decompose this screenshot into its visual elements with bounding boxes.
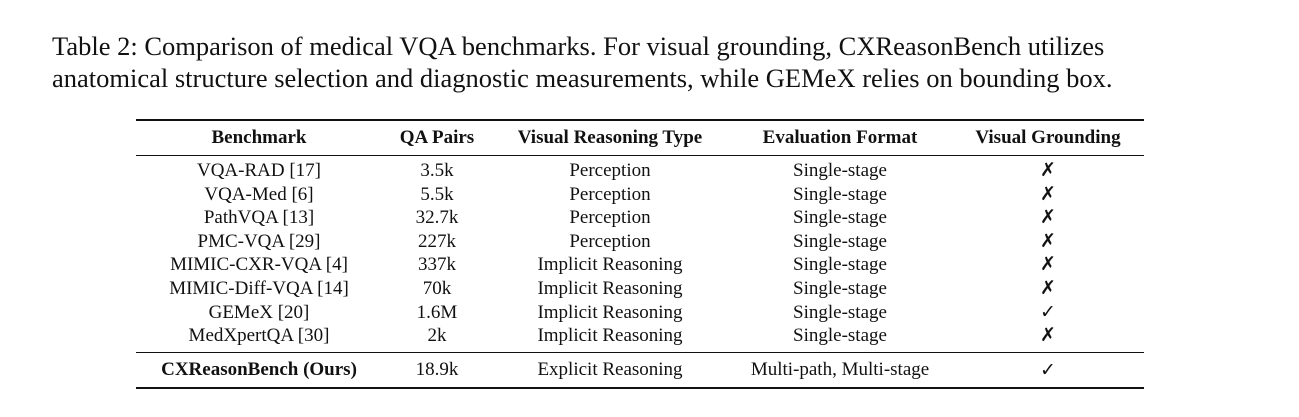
cell-benchmark: VQA-Med [6] <box>204 183 314 205</box>
cell-benchmark: VQA-RAD [17] <box>196 160 321 181</box>
cell-reasoning-type: Perception <box>569 183 651 205</box>
cell-evaluation-format: Single-stage <box>793 254 887 276</box>
cell-reasoning-type: Implicit Reasoning <box>537 325 683 347</box>
cell-evaluation-format: Single-stage <box>793 325 887 347</box>
cell-qa-pairs: 32.7k <box>415 207 459 229</box>
cell-evaluation-format: Single-stage <box>793 230 887 252</box>
cell-evaluation-format: Single-stage <box>793 301 887 323</box>
cross-mark-icon: ✗ <box>1040 324 1056 347</box>
table-row <box>136 206 1144 230</box>
cell-reasoning-type: Perception <box>569 207 651 229</box>
table-row <box>136 253 1144 277</box>
cell-evaluation-format: Single-stage <box>793 183 887 205</box>
cell-benchmark: PMC-VQA [29] <box>197 230 321 252</box>
cell-reasoning-type: Perception <box>569 230 651 252</box>
cell-benchmark: PathVQA [13] <box>203 207 315 229</box>
cell-qa-pairs-ours: 18.9k <box>415 358 459 380</box>
cross-mark-icon: ✗ <box>1040 206 1056 229</box>
cell-qa-pairs: 2k <box>427 325 447 347</box>
header-visual-grounding: Visual Grounding <box>975 127 1121 148</box>
cross-mark-icon: ✗ <box>1040 253 1056 276</box>
caption-line-1: Table 2: Comparison of medical VQA benchmarks. For visual grounding, CXReasonBench utilizes <box>52 31 1105 61</box>
table-caption <box>52 30 1262 94</box>
cell-reasoning-type: Implicit Reasoning <box>537 254 683 276</box>
cell-reasoning-type-ours: Explicit Reasoning <box>537 358 683 380</box>
cell-benchmark-ours: CXReasonBench (Ours) <box>161 358 357 380</box>
check-mark-icon: ✓ <box>1040 358 1056 381</box>
table-row <box>136 324 1144 352</box>
cell-benchmark: MIMIC-CXR-VQA [4] <box>170 254 348 276</box>
cell-evaluation-format: Single-stage <box>793 207 887 229</box>
cross-mark-icon: ✗ <box>1040 276 1056 299</box>
header-visual-reasoning-type: Visual Reasoning Type <box>517 127 703 148</box>
table-row-ours <box>136 352 1144 388</box>
table-row <box>136 230 1144 254</box>
cell-evaluation-format: Single-stage <box>793 277 887 299</box>
table-row <box>136 183 1144 207</box>
table-row <box>136 301 1144 325</box>
cross-mark-icon: ✗ <box>1040 182 1056 205</box>
cell-qa-pairs: 70k <box>422 277 452 299</box>
table-row <box>136 277 1144 301</box>
cell-reasoning-type: Implicit Reasoning <box>537 277 683 299</box>
benchmark-comparison-table <box>136 119 1144 389</box>
header-qa-pairs: QA Pairs <box>399 127 475 148</box>
table-row <box>136 156 1144 183</box>
table-header-row <box>136 120 1144 156</box>
cell-benchmark: GEMeX [20] <box>208 301 310 323</box>
cell-benchmark: MedXpertQA [30] <box>188 325 330 347</box>
caption-line-2: anatomical structure selection and diagnostic measurements, while GEMeX relies on bounding box. <box>52 63 1113 93</box>
cell-benchmark: MIMIC-Diff-VQA [14] <box>169 277 349 299</box>
cell-qa-pairs: 5.5k <box>420 183 454 205</box>
cell-qa-pairs: 227k <box>418 230 456 252</box>
header-benchmark: Benchmark <box>211 127 307 148</box>
cross-mark-icon: ✗ <box>1040 159 1056 181</box>
check-mark-icon: ✓ <box>1040 300 1056 323</box>
cell-qa-pairs: 3.5k <box>420 160 454 181</box>
cell-reasoning-type: Perception <box>569 160 651 181</box>
cell-reasoning-type: Implicit Reasoning <box>537 301 683 323</box>
cell-qa-pairs: 337k <box>418 254 456 276</box>
cell-qa-pairs: 1.6M <box>416 301 458 323</box>
cross-mark-icon: ✗ <box>1040 229 1056 252</box>
header-evaluation-format: Evaluation Format <box>762 127 918 148</box>
cell-evaluation-format-ours: Multi-path, Multi-stage <box>750 358 930 380</box>
cell-evaluation-format: Single-stage <box>793 160 887 181</box>
